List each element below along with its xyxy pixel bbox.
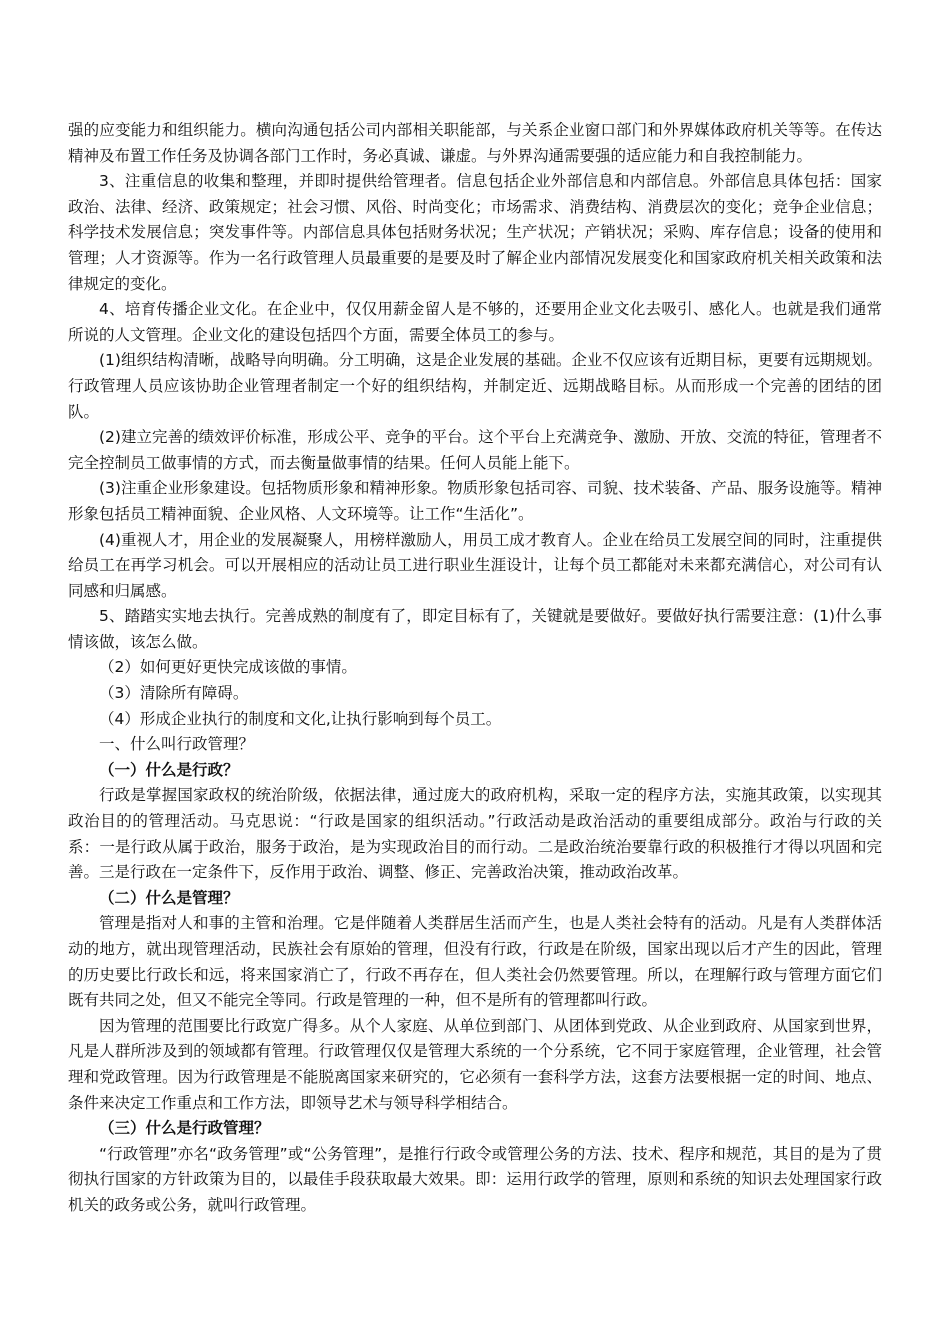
paragraph-admin-management-definition: “行政管理”亦名“政务管理”或“公务管理”，是推行行政令或管理公务的方法、技术、程序和规范，其目的是为了贯彻执行国家的方针政策为目的，以最佳手段获取最大效果。即：运用行政学的管理，原则和系统的知识去处理国家行政机关的政务或公务，就叫行政管理。 [68,1144,882,1214]
list-item-execution-3: （3）清除所有障碍。 [99,684,249,703]
heading-what-is-admin-management: （三）什么是行政管理？ [99,1119,270,1138]
paragraph-performance-evaluation: (2)建立完善的绩效评价标准，形成公平、竞争的平台。这个平台上充满竞争、激励、开放、交流的特征，管理者不完全控制员工做事情的方式，而去衡量做事情的结果。任何人员能上能下。 [68,428,882,472]
paragraph-talent: (4)重视人才，用企业的发展凝聚人，用榜样激励人，用员工成才教育人。企业在给员工发展空间的同时，注重提供给员工在再学习机会。可以开展相应的活动让员工进行职业生涯设计，让每个员工都能对未来都充满信心，对公司有认同感和归属感。 [68,530,882,600]
section-title-what-is-admin-management: 一、什么叫行政管理？ [99,735,255,754]
paragraph-corporate-image: (3)注重企业形象建设。包括物质形象和精神形象。物质形象包括司容、司貌、技术装备、产品、服务设施等。精神形象包括员工精神面貌、企业风格、人文环境等。让工作“生活化”。 [68,479,882,523]
paragraph-execution: 5、踏踏实实地去执行。完善成熟的制度有了，即定目标有了，关键就是要做好。要做好执行需要注意：(1)什么事情该做，该怎么做。 [68,607,882,651]
heading-what-is-management: （二）什么是管理？ [99,888,239,907]
heading-what-is-administration: （一）什么是行政？ [99,760,239,779]
list-item-execution-4: （4）形成企业执行的制度和文化,让执行影响到每个员工。 [99,709,502,728]
paragraph-communication-ending: 强的应变能力和组织能力。横向沟通包括公司内部相关职能部，与关系企业窗口部门和外界媒体政府机关等等。在传达精神及布置工作任务及协调各部门工作时，务必真诚、谦虚。与外界沟通需要强的适应能力和自我控制能力。 [68,121,882,165]
list-item-execution-2: （2）如何更好更快完成该做的事情。 [99,658,357,677]
paragraph-management-scope: 因为管理的范围要比行政宽广得多。从个人家庭、从单位到部门、从团体到党政、从企业到政府、从国家到世界，凡是人群所涉及到的领域都有管理。行政管理仅仅是管理大系统的一个分系统，它不同于家庭管理，企业管理，社会管理和党政管理。因为行政管理是不能脱离国家来研究的，它必须有一套科学方法，这套方法要根据一定的时间、地点、条件来决定工作重点和工作方法，即领导艺术与领导科学相结合。 [68,1016,882,1112]
paragraph-administration: 行政是掌握国家政权的统治阶级，依据法律，通过庞大的政府机构，采取一定的程序方法，实施其政策，以实现其政治目的的管理活动。马克思说：“行政是国家的组织活动。”行政活动是政治活动的重要组成部分。政治与行政的关系：一是行政从属于政治，服务于政治，是为实现政治目的而行动。二是政治统治要靠行政的积极推行才得以巩固和完善。三是行政在一定条件下，反作用于政治、调整、修正、完善政治决策，推动政治改革。 [68,786,882,882]
paragraph-org-structure: (1)组织结构清晰，战略导向明确。分工明确，这是企业发展的基础。企业不仅应该有近期目标，更要有远期规划。行政管理人员应该协助企业管理者制定一个好的组织结构，并制定近、远期战略目标。从而形成一个完善的团结的团队。 [68,351,882,421]
paragraph-management: 管理是指对人和事的主管和治理。它是伴随着人类群居生活而产生，也是人类社会特有的活动。凡是有人类群体活动的地方，就出现管理活动，民族社会有原始的管理，但没有行政，行政是在阶级，国家出现以后才产生的因此，管理的历史要比行政长和远，将来国家消亡了，行政不再存在，但人类社会仍然要管理。所以，在理解行政与管理方面它们既有共同之处，但又不能完全等同。行政是管理的一种，但不是所有的管理都叫行政。 [68,914,882,1010]
paragraph-corporate-culture: 4、培育传播企业文化。在企业中，仅仅用薪金留人是不够的，还要用企业文化去吸引、感化人。也就是我们通常所说的人文管理。企业文化的建设包括四个方面，需要全体员工的参与。 [68,300,882,344]
document-page [68,118,882,1219]
paragraph-information-collection: 3、注重信息的收集和整理，并即时提供给管理者。信息包括企业外部信息和内部信息。外部信息具体包括：国家政治、法律、经济、政策规定；社会习惯、风俗、时尚变化；市场需求、消费结构、消费层次的变化；竞争企业信息；科学技术发展信息；突发事件等。内部信息具体包括财务状况；生产状况；产销状况；采购、库存信息；设备的使用和管理；人才资源等。作为一名行政管理人员最重要的是要及时了解企业内部情况发展变化和国家政府机关相关政策和法律规定的变化。 [68,172,882,293]
